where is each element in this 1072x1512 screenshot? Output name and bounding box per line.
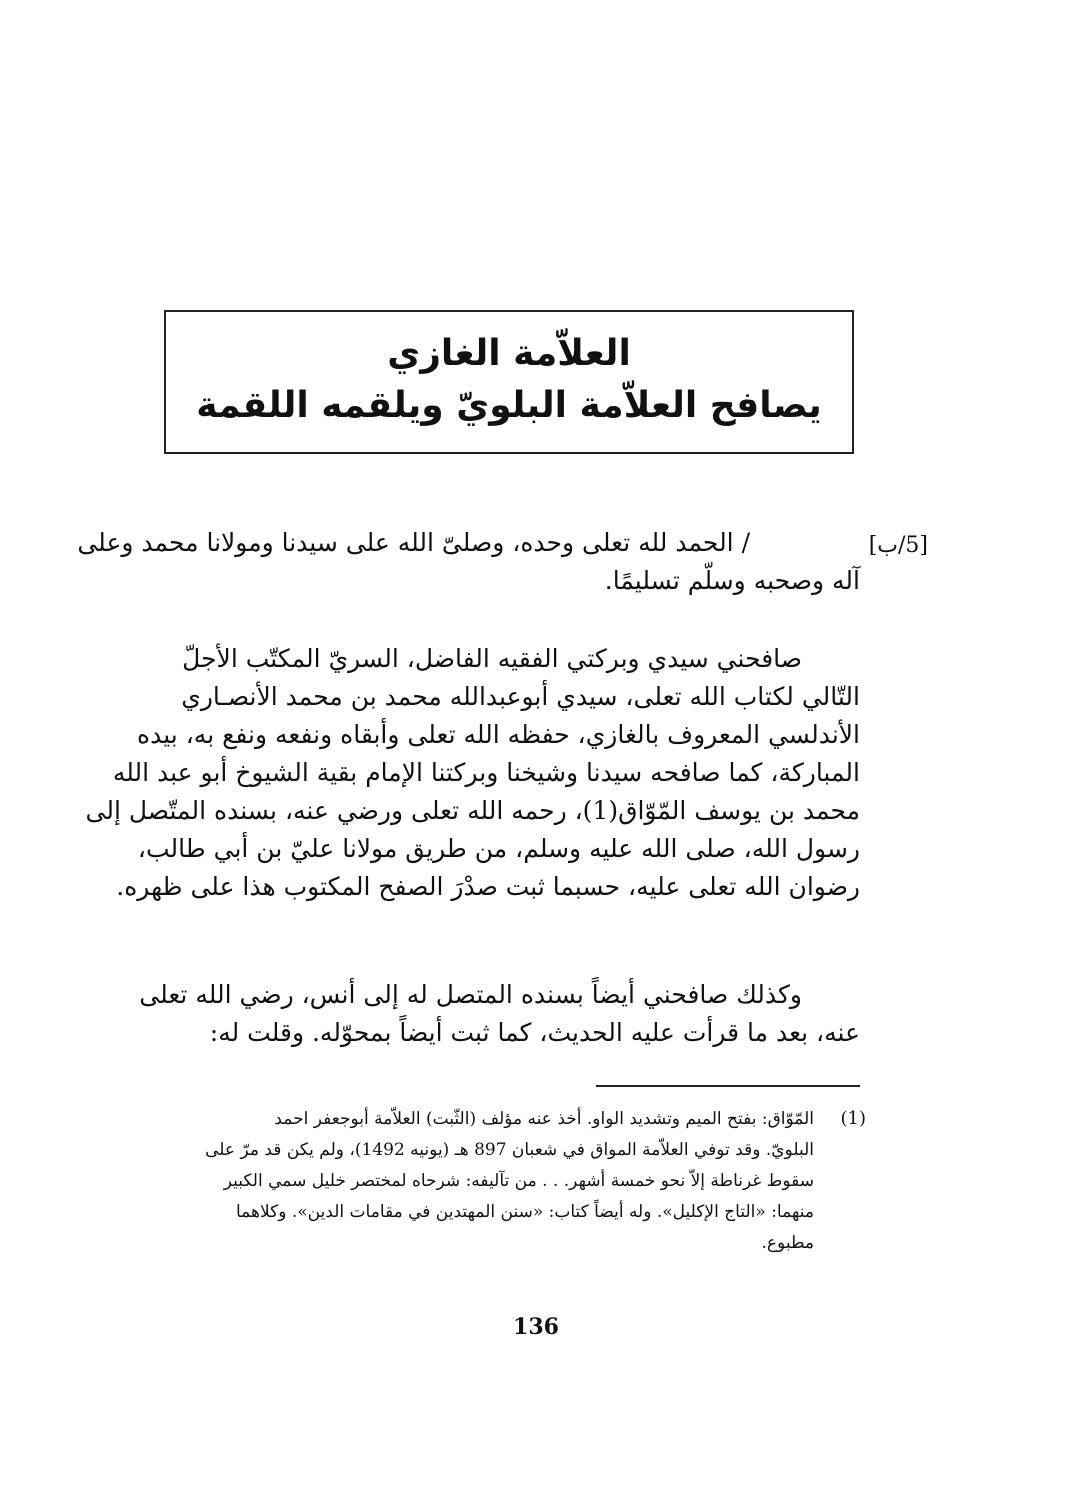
paragraph-line: / الحمد لله تعلى وحده، وصلىّ الله على سيدنا ومولانا محمد وعلى (77, 528, 750, 557)
chapter-title-line-1: العلاّمة الغازي (387, 333, 631, 374)
footnote-line: مطبوع. (761, 1233, 814, 1253)
paragraph-line: وكذلك صافحني أيضاً بسنده المتصل له إلى أنس، رضي الله تعلى (139, 980, 802, 1009)
page-number: 136 (513, 1314, 559, 1340)
paragraph-line: المباركة، كما صافحه سيدنا وشيخنا وبركتنا الإمام بقية الشيوخ أبو عبد الله (112, 758, 860, 787)
chapter-title-line-2: يصافح العلاّمة البلويّ ويلقمه اللقمة (196, 385, 822, 426)
chapter-title-box (164, 310, 854, 454)
footnote-line: المّوّاق: بفتح الميم وتشديد الواو. أخذ عنه مؤلف (الثّبت) العلاّمة أبوجعفر احمد (274, 1109, 814, 1129)
footnote-separator (596, 1085, 860, 1087)
paragraph-line: رضوان الله تعلى عليه، حسبما ثبت صدْرَ الصفح المكتوب هذا على ظهره. (116, 872, 860, 901)
paragraph-line: عنه، بعد ما قرأت عليه الحديث، كما ثبت أيضاً بمحوّله. وقلت له: (209, 1018, 860, 1047)
paragraph-1 (77, 524, 860, 600)
footnote-number: (1) (840, 1108, 866, 1129)
paragraph-line: التّالي لكتاب الله تعلى، سيدي أبوعبدالله محمد بن محمد الأنصـاري (181, 682, 860, 711)
paragraph-line: الأندلسي المعروف بالغازي، حفظه الله تعلى وأبقاه ونفعه ونفع به، بيده (137, 720, 860, 749)
paragraph-line: صافحني سيدي وبركتي الفقيه الفاضل، السريّ المكتّب الأجلّ (182, 644, 802, 673)
folio-marker: [5/ب] (868, 533, 928, 558)
footnote-line: البلويّ. وقد توفي العلاّمة المواق في شعبان 897 هـ (يونيه 1492)، ولم يكن قد مرّ على (205, 1140, 814, 1160)
paragraph-3 (139, 976, 860, 1052)
paragraph-line: محمد بن يوسف المّوّاق(1)، رحمه الله تعلى ورضي عنه، بسنده المتّصل إلى (85, 796, 860, 825)
paragraph-line: آله وصحبه وسلّم تسليمًا. (604, 566, 860, 595)
paragraph-line: رسول الله، صلى الله عليه وسلم، من طريق مولانا عليّ بن أبي طالب، (137, 834, 860, 863)
footnote-line: منهما: «التاج الإكليل». وله أيضاً كتاب: «سنن المهتدين في مقامات الدين». وكلاهما (236, 1202, 814, 1222)
paragraph-2 (85, 640, 860, 906)
footnote-line: سقوط غرناطة إلاّ نحو خمسة أشهر. . . من تآليفه: شرحاه لمختصر خليل سمي الكبير (223, 1171, 814, 1191)
footnote (154, 1104, 814, 1259)
